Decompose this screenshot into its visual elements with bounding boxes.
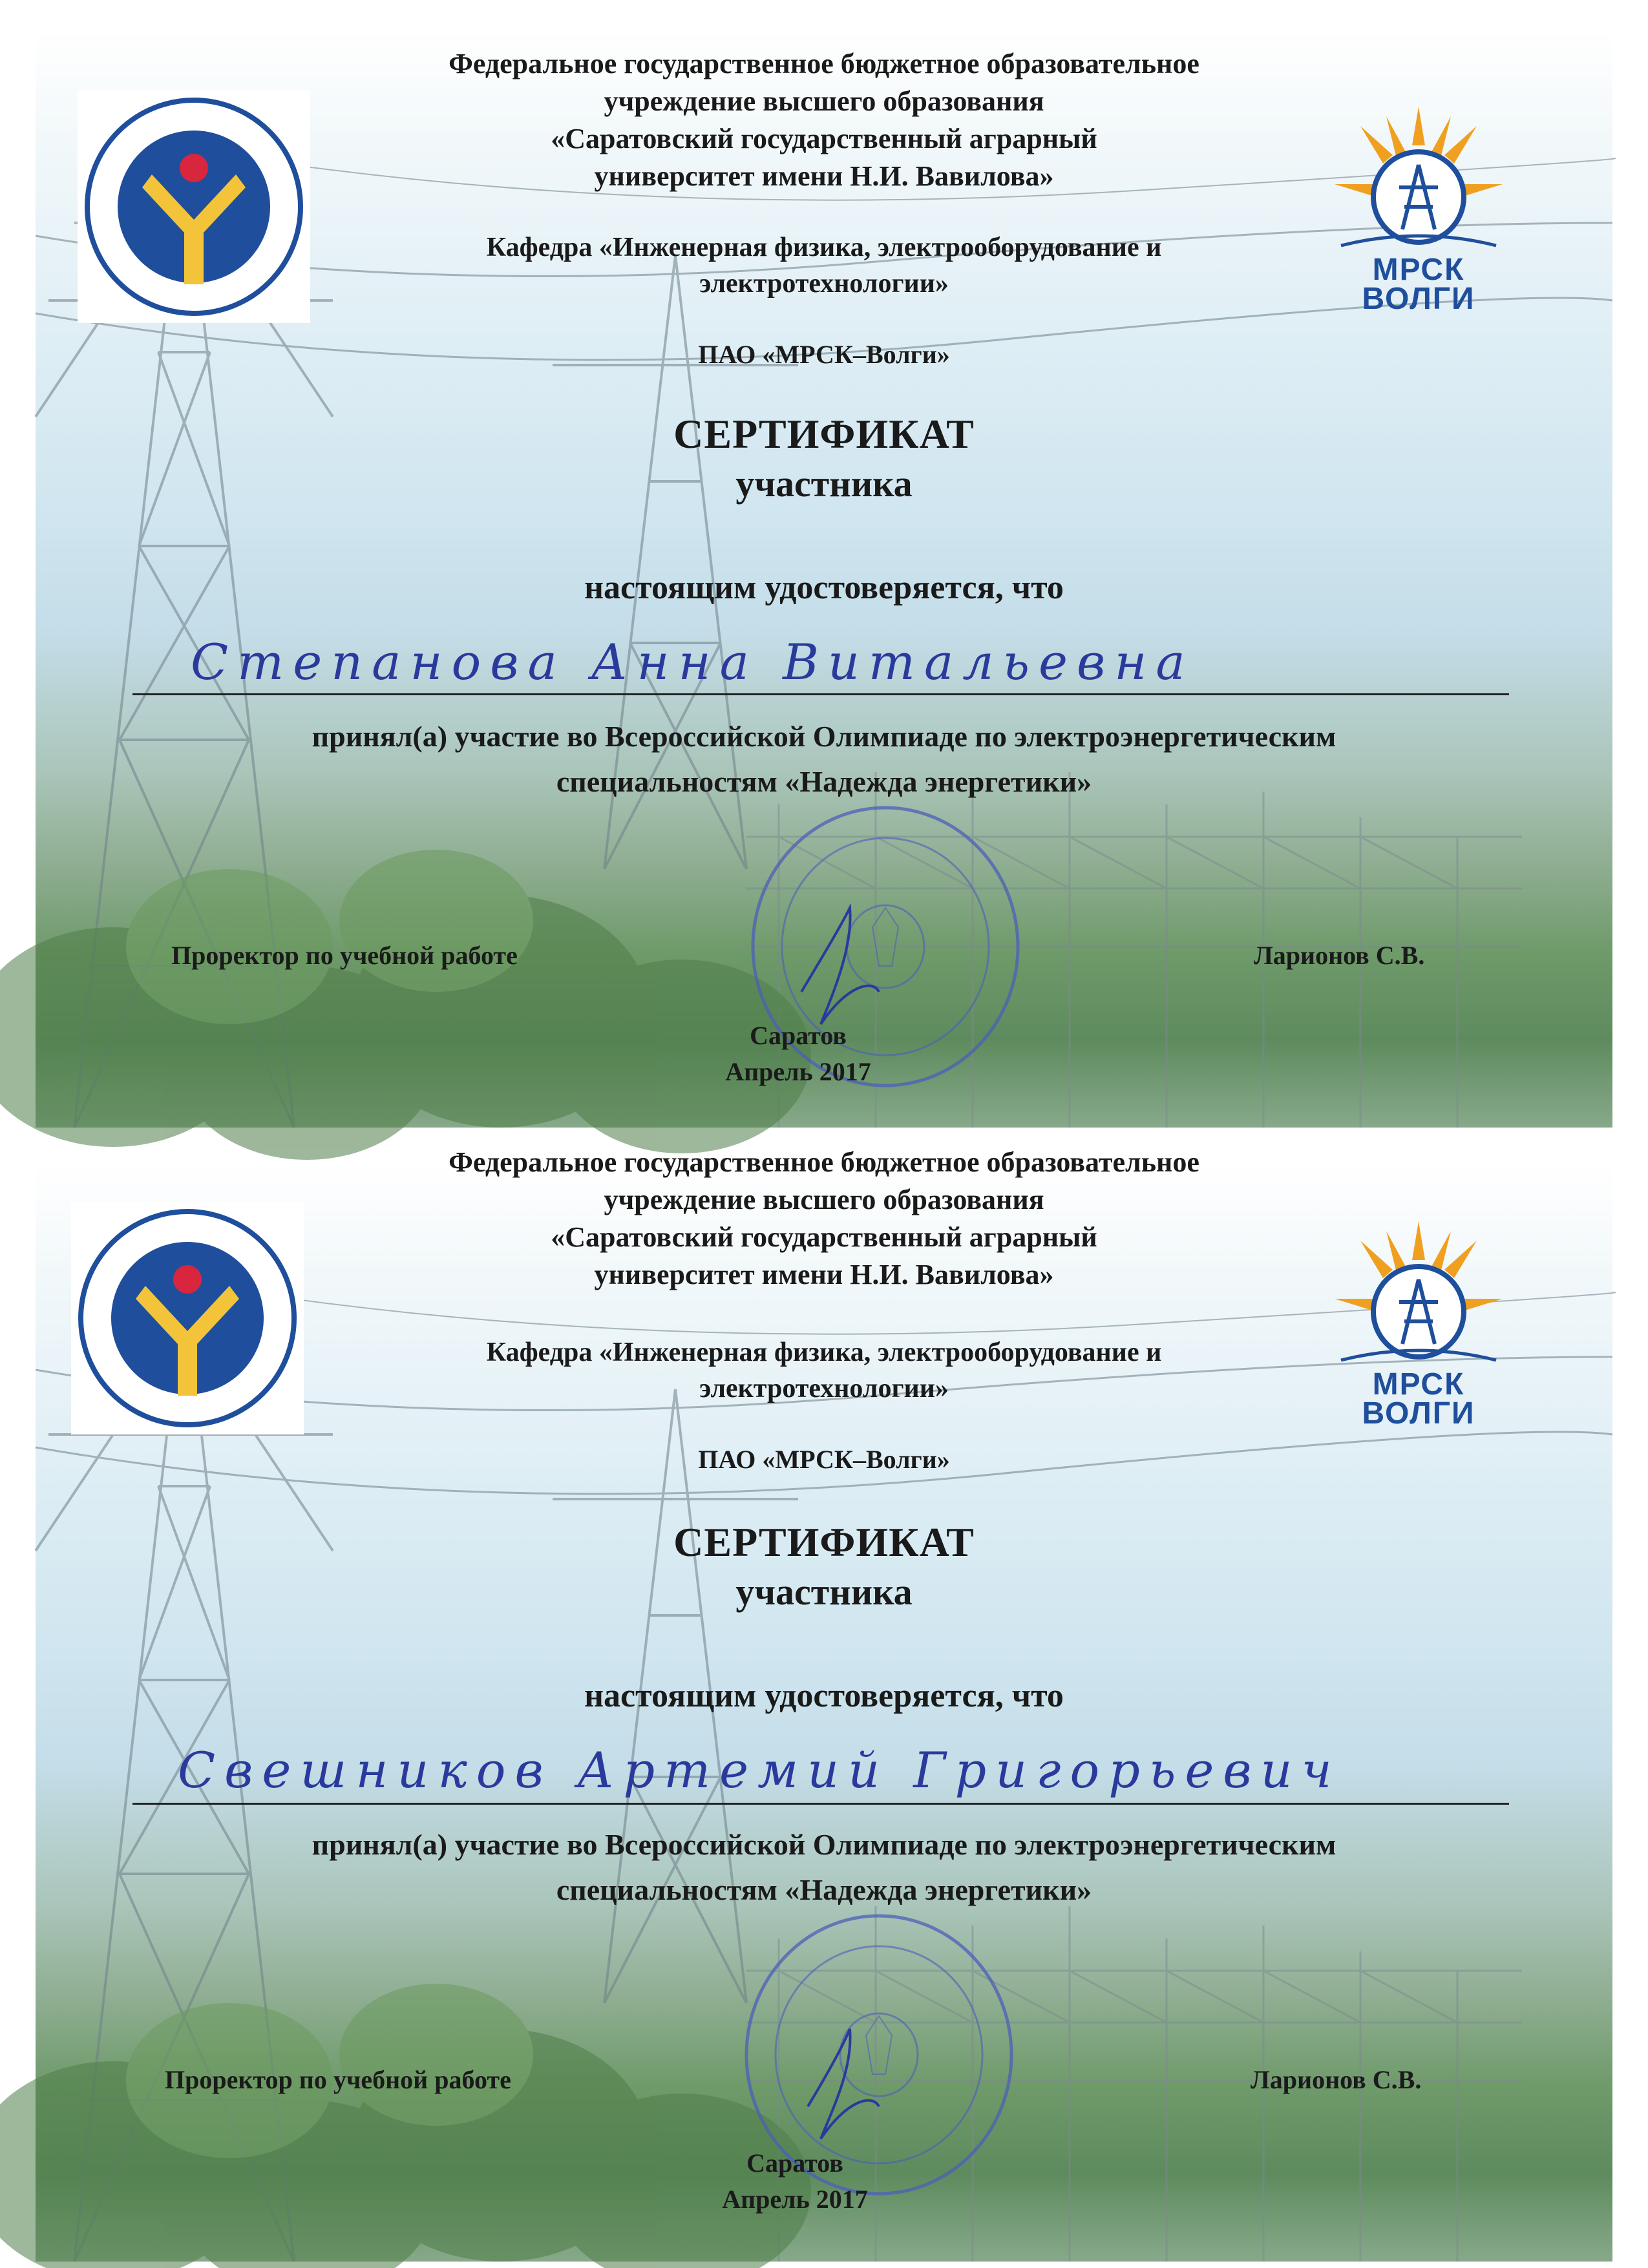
attestation-text: настоящим удостоверяется, что <box>584 1677 1064 1714</box>
organization: ПАО «МРСК–Волги» <box>698 1445 950 1474</box>
signer-name: Ларионов С.В. <box>1254 941 1425 970</box>
mrsk-logo-line1: МРСК <box>1372 253 1465 287</box>
institution-line-4: университет имени Н.И. Вавилова» <box>594 160 1054 192</box>
mrsk-logo-line1: МРСК <box>1372 1367 1465 1402</box>
participation-text <box>36 714 1612 804</box>
certificate-title: СЕРТИФИКАТ <box>673 1519 975 1565</box>
date: Апрель 2017 <box>725 1057 871 1086</box>
participation-line-2: специальностям «Надежда энергетики» <box>556 1873 1092 1906</box>
organization: ПАО «МРСК–Волги» <box>698 340 950 369</box>
date: Апрель 2017 <box>722 2185 868 2214</box>
signer-position: Проректор по учебной работе <box>171 941 518 970</box>
mrsk-logo-line2: ВОЛГИ <box>1362 1396 1475 1431</box>
institution-line-1: Федеральное государственное бюджетное образовательное <box>449 48 1199 79</box>
attestation-text: настоящим удостоверяется, что <box>584 569 1064 606</box>
institution-header <box>36 1144 1612 1294</box>
participation-line-1: принял(а) участие во Всероссийской Олимпиаде по электроэнергетическим <box>312 720 1336 753</box>
city: Саратов <box>746 2148 843 2178</box>
participant-name-handwritten: Свешников Артемий Григорьевич <box>178 1741 1341 1799</box>
city: Саратов <box>750 1021 847 1050</box>
signer-name: Ларионов С.В. <box>1251 2065 1422 2094</box>
department <box>36 229 1612 302</box>
certificate-2 <box>36 1146 1612 2262</box>
department-line-2: электротехнологии» <box>699 269 949 299</box>
institution-line-4: университет имени Н.И. Вавилова» <box>594 1259 1054 1290</box>
institution-line-3: «Саратовский государственный аграрный <box>551 123 1097 154</box>
place-and-date <box>10 1018 1587 1090</box>
department-line-1: Кафедра «Инженерная физика, электрооборудование и <box>486 233 1162 262</box>
certificate-title: СЕРТИФИКАТ <box>673 411 975 457</box>
institution-line-2: учреждение высшего образования <box>604 1184 1044 1215</box>
participation-text <box>36 1822 1612 1913</box>
institution-line-1: Федеральное государственное бюджетное образовательное <box>449 1146 1199 1178</box>
place-and-date <box>6 2145 1583 2218</box>
signer-position: Проректор по учебной работе <box>165 2065 511 2094</box>
department-line-1: Кафедра «Инженерная физика, электрооборудование и <box>486 1338 1162 1367</box>
participant-name-line <box>132 693 1509 695</box>
institution-line-3: «Саратовский государственный аграрный <box>551 1221 1097 1253</box>
participant-name-handwritten: Степанова Анна Витальевна <box>191 633 1194 691</box>
certificate-subtitle: участника <box>735 1571 913 1613</box>
certificate-subtitle: участника <box>735 463 913 505</box>
mrsk-logo-line2: ВОЛГИ <box>1362 282 1475 316</box>
institution-header <box>36 45 1612 195</box>
participant-name-line <box>132 1803 1509 1805</box>
certificate-1 <box>36 29 1612 1128</box>
department-line-2: электротехнологии» <box>699 1374 949 1403</box>
institution-line-2: учреждение высшего образования <box>604 85 1044 117</box>
participation-line-1: принял(а) участие во Всероссийской Олимпиаде по электроэнергетическим <box>312 1828 1336 1861</box>
participation-line-2: специальностям «Надежда энергетики» <box>556 765 1092 798</box>
department <box>36 1334 1612 1407</box>
